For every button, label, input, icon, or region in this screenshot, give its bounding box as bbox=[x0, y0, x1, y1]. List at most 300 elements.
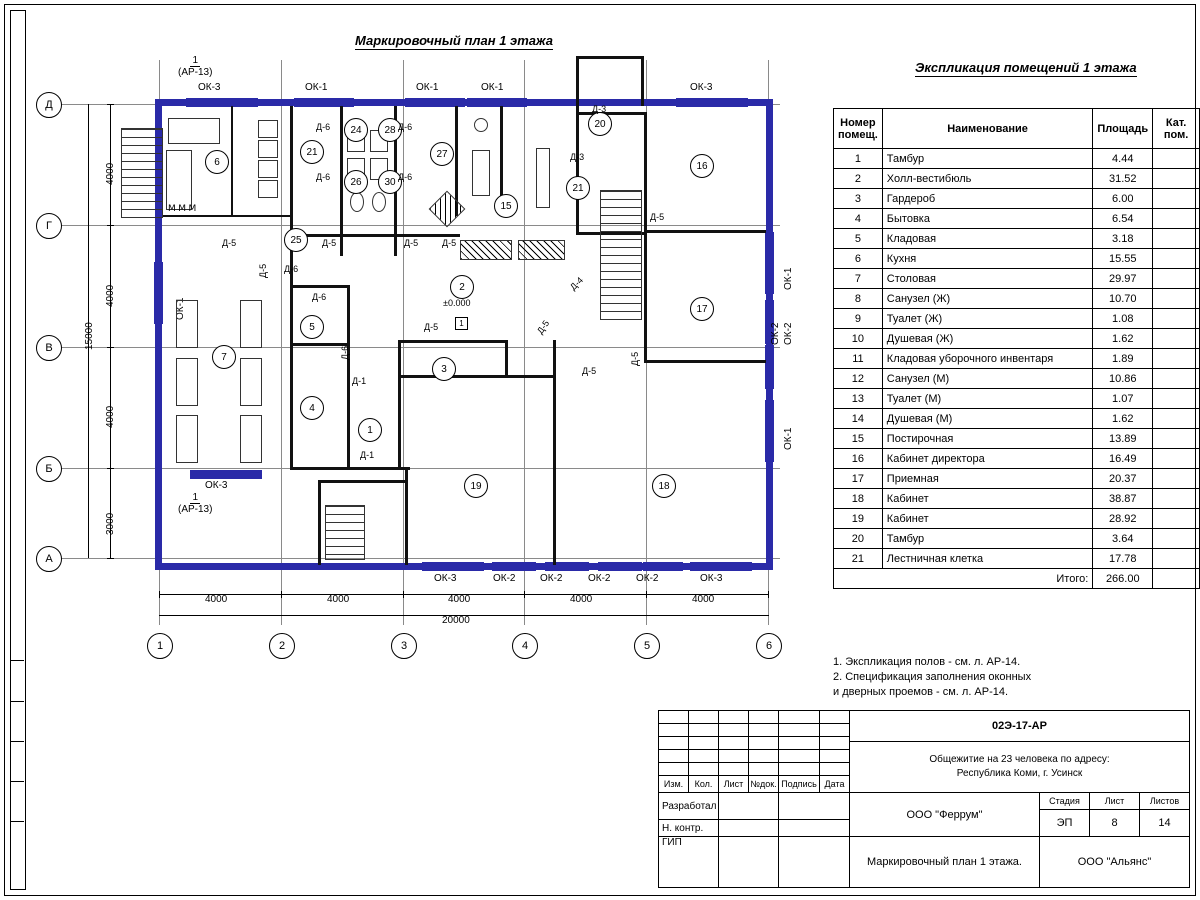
rev-grid-r4c4 bbox=[748, 749, 779, 763]
cell-number: 9 bbox=[834, 309, 883, 329]
cell-area: 17.78 bbox=[1093, 549, 1153, 569]
kitchen-appliance-1 bbox=[258, 120, 278, 138]
cell-number: 4 bbox=[834, 209, 883, 229]
interior-wall-19 bbox=[290, 285, 350, 288]
object-name bbox=[849, 741, 1190, 793]
cell-name: Постирочная bbox=[882, 429, 1092, 449]
cell-area: 15.55 bbox=[1093, 249, 1153, 269]
rev-grid-r5c1 bbox=[658, 762, 689, 776]
rev-grid-r5c3 bbox=[718, 762, 749, 776]
axis-bubble-a: А bbox=[36, 546, 62, 572]
cell-number: 11 bbox=[834, 349, 883, 369]
dining-table-6 bbox=[240, 415, 262, 463]
cell-name: Душевая (М) bbox=[882, 409, 1092, 429]
header-category: Кат. пом. bbox=[1153, 109, 1200, 149]
table-row bbox=[834, 269, 1200, 289]
room-marker-27: 25 bbox=[284, 228, 308, 252]
role-gip-date bbox=[778, 836, 850, 888]
cell-area: 3.64 bbox=[1093, 529, 1153, 549]
room-marker-18: 18 bbox=[652, 474, 676, 498]
dim-horizontal-4: 4000 bbox=[570, 594, 593, 605]
door-label-d6-5: Д-6 bbox=[284, 264, 299, 274]
table-row bbox=[834, 149, 1200, 169]
rev-grid-r1c3 bbox=[718, 710, 749, 724]
explication-table bbox=[833, 108, 1200, 589]
drawing-notes bbox=[833, 655, 1031, 700]
axis-line-b bbox=[60, 468, 780, 469]
window-label-ok3-top-right: ОК-3 bbox=[690, 82, 713, 93]
organization2-name: ООО "Альянс" bbox=[1039, 836, 1190, 888]
rev-grid-r3c2 bbox=[688, 736, 719, 750]
window-label-ok2-bottom-4: ОК-2 bbox=[636, 573, 659, 584]
cell-name: Гардероб bbox=[882, 189, 1092, 209]
door-label-d1-1: Д-1 bbox=[352, 376, 367, 386]
table-row bbox=[834, 309, 1200, 329]
dim-tick-h-5 bbox=[646, 591, 647, 598]
axis-line-4 bbox=[524, 60, 525, 625]
table-row bbox=[834, 249, 1200, 269]
interior-wall-2 bbox=[340, 106, 343, 236]
window-label-ok1-top-1: ОК-1 bbox=[305, 82, 328, 93]
kitchen-appliance-2 bbox=[258, 140, 278, 158]
axis-bubble-6: 6 bbox=[756, 633, 782, 659]
door-label-d3-2: Д-3 bbox=[570, 152, 585, 162]
interior-wall-18 bbox=[394, 236, 397, 256]
room-marker-16: 16 bbox=[690, 154, 714, 178]
cell-area: 38.87 bbox=[1093, 489, 1153, 509]
rev-grid-r5c6 bbox=[819, 762, 850, 776]
level-mark: ±0.000 bbox=[443, 298, 471, 308]
door-label-d6-3: Д-6 bbox=[398, 122, 413, 132]
axis-line-2 bbox=[281, 60, 282, 625]
cell-category bbox=[1153, 289, 1200, 309]
table-row bbox=[834, 289, 1200, 309]
cell-number: 16 bbox=[834, 449, 883, 469]
window-ok1-top-1 bbox=[294, 98, 354, 107]
rev-header-kol: Кол. bbox=[688, 775, 719, 793]
cell-area: 1.89 bbox=[1093, 349, 1153, 369]
dim-horizontal-1: 4000 bbox=[205, 594, 228, 605]
level-flag-symbol: 1 bbox=[455, 317, 468, 330]
rev-grid-r4c3 bbox=[718, 749, 749, 763]
role-developer-date bbox=[778, 792, 850, 820]
dining-table-4 bbox=[240, 358, 262, 406]
door-label-d5-1: Д-5 bbox=[222, 238, 237, 248]
door-label-d5-10: Д-5 bbox=[630, 351, 640, 366]
room-marker-17: 17 bbox=[690, 297, 714, 321]
sink-top bbox=[474, 118, 488, 132]
window-ok3-top-left bbox=[186, 98, 258, 107]
axis-bubble-2: 2 bbox=[269, 633, 295, 659]
cell-number: 12 bbox=[834, 369, 883, 389]
window-label-ok2-bottom-3: ОК-2 bbox=[588, 573, 611, 584]
cell-number: 10 bbox=[834, 329, 883, 349]
table-row bbox=[834, 429, 1200, 449]
interior-wall-31 bbox=[505, 375, 555, 378]
cell-category bbox=[1153, 249, 1200, 269]
table-header-row bbox=[834, 109, 1200, 149]
cell-category bbox=[1153, 389, 1200, 409]
window-label-ok1-left: ОК-1 bbox=[175, 297, 186, 320]
drawing-name: Маркировочный план 1 этажа. bbox=[849, 836, 1040, 888]
cell-category bbox=[1153, 369, 1200, 389]
axis-line-g bbox=[60, 225, 780, 226]
door-label-d4: Д-4 bbox=[568, 275, 586, 293]
axis-line-a bbox=[60, 558, 780, 559]
interior-wall-23 bbox=[290, 467, 410, 470]
room-marker-30: 30 bbox=[378, 170, 402, 194]
rev-grid-r1c5 bbox=[778, 710, 820, 724]
rev-grid-r3c6 bbox=[819, 736, 850, 750]
dim-horizontal-3: 4000 bbox=[448, 594, 471, 605]
dim-tick-h-6 bbox=[768, 591, 769, 598]
plan-title: Маркировочный план 1 этажа bbox=[355, 33, 553, 48]
stair-left bbox=[121, 128, 163, 218]
room-marker-28: 27 bbox=[430, 142, 454, 166]
project-code: 02Э-17-АР bbox=[849, 710, 1190, 742]
cell-name: Тамбур bbox=[882, 149, 1092, 169]
table-row bbox=[834, 549, 1200, 569]
room-marker-26: 26 bbox=[344, 170, 368, 194]
cell-area: 31.52 bbox=[1093, 169, 1153, 189]
dim-tick-h-2 bbox=[281, 591, 282, 598]
cell-name: Кабинет директора bbox=[882, 449, 1092, 469]
dim-tick-v-4 bbox=[107, 468, 114, 469]
cell-area: 1.07 bbox=[1093, 389, 1153, 409]
room-marker-4: 4 bbox=[300, 396, 324, 420]
rev-grid-r4c5 bbox=[778, 749, 820, 763]
dim-vertical-2: 4000 bbox=[105, 284, 116, 307]
cell-area: 20.37 bbox=[1093, 469, 1153, 489]
cell-number: 18 bbox=[834, 489, 883, 509]
interior-wall-35 bbox=[318, 480, 408, 483]
note-line-2: 2. Спецификация заполнения оконных bbox=[833, 671, 1032, 683]
cell-area: 13.89 bbox=[1093, 429, 1153, 449]
cell-name: Холл-вестибюль bbox=[882, 169, 1092, 189]
interior-wall-33 bbox=[231, 106, 233, 216]
table-row bbox=[834, 449, 1200, 469]
door-label-d5-7: Д-5 bbox=[424, 322, 439, 332]
section-mark-top: 1 (АР-13) bbox=[178, 55, 213, 78]
table-total-row bbox=[834, 569, 1200, 589]
window-ok2-right-2 bbox=[765, 345, 774, 389]
object-name-line1: Общежитие на 23 человека по адресу: bbox=[929, 754, 1110, 765]
dining-table-2 bbox=[240, 300, 262, 348]
table-row bbox=[834, 469, 1200, 489]
room-marker-5: 5 bbox=[300, 315, 324, 339]
cell-category bbox=[1153, 269, 1200, 289]
sheet-label: Лист bbox=[1089, 792, 1140, 810]
axis-bubble-b: Б bbox=[36, 456, 62, 482]
interior-wall-22 bbox=[290, 285, 293, 470]
window-ok2-bottom-2 bbox=[545, 562, 589, 571]
window-label-ok1-top-3: ОК-1 bbox=[481, 82, 504, 93]
table-row bbox=[834, 169, 1200, 189]
rev-grid-r2c1 bbox=[658, 723, 689, 737]
cell-name: Тамбур bbox=[882, 529, 1092, 549]
axis-bubble-d: Д bbox=[36, 92, 62, 118]
kitchen-appliance-3 bbox=[258, 160, 278, 178]
window-ok3-bottom-1 bbox=[422, 562, 484, 571]
cell-number: 8 bbox=[834, 289, 883, 309]
cell-category bbox=[1153, 429, 1200, 449]
cell-name: Столовая bbox=[882, 269, 1092, 289]
title-block bbox=[658, 710, 1190, 888]
stage-label: Стадия bbox=[1039, 792, 1090, 810]
room-marker-19: 19 bbox=[464, 474, 488, 498]
stair-right bbox=[600, 190, 642, 320]
door-label-d6-2: Д-6 bbox=[316, 172, 331, 182]
explication-title: Экспликация помещений 1 этажа bbox=[915, 60, 1137, 75]
stair-bottom bbox=[325, 505, 365, 560]
rev-header-izm: Изм. bbox=[658, 775, 689, 793]
cell-number: 1 bbox=[834, 149, 883, 169]
rev-header-data: Дата bbox=[819, 775, 850, 793]
toilet-2 bbox=[372, 192, 386, 212]
door-label-d6-6: Д-6 bbox=[312, 292, 327, 302]
stage-value: ЭП bbox=[1039, 809, 1090, 837]
interior-wall-26 bbox=[398, 340, 508, 343]
dining-table-3 bbox=[176, 358, 198, 406]
role-normcontrol: Н. контр. bbox=[658, 819, 719, 837]
cell-name: Кабинет bbox=[882, 489, 1092, 509]
section-mark-bottom: 1 (АР-13) bbox=[178, 492, 213, 515]
dim-tick-h-4 bbox=[524, 591, 525, 598]
cell-number: 13 bbox=[834, 389, 883, 409]
interior-wall-32 bbox=[162, 215, 290, 217]
interior-wall-15 bbox=[290, 234, 460, 237]
axis-bubble-4: 4 bbox=[512, 633, 538, 659]
cell-number: 7 bbox=[834, 269, 883, 289]
rev-grid-r2c5 bbox=[778, 723, 820, 737]
cell-number: 17 bbox=[834, 469, 883, 489]
rev-grid-r3c4 bbox=[748, 736, 779, 750]
object-name-line2: Республика Коми, г. Усинск bbox=[956, 768, 1083, 779]
cell-number: 5 bbox=[834, 229, 883, 249]
cell-name: Приемная bbox=[882, 469, 1092, 489]
toilet-1 bbox=[350, 192, 364, 212]
interior-wall-6 bbox=[576, 56, 579, 114]
room-marker-2: 2 bbox=[450, 275, 474, 299]
cell-category bbox=[1153, 349, 1200, 369]
total-area: 266.00 bbox=[1093, 569, 1153, 589]
door-label-d1-2: Д-1 bbox=[360, 450, 375, 460]
room-marker-21: 21 bbox=[566, 176, 590, 200]
cell-category bbox=[1153, 329, 1200, 349]
cell-category bbox=[1153, 149, 1200, 169]
cell-area: 1.62 bbox=[1093, 409, 1153, 429]
dim-tick-h-1 bbox=[159, 591, 160, 598]
cell-area: 28.92 bbox=[1093, 509, 1153, 529]
kitchen-unit bbox=[166, 150, 192, 210]
note-line-3: и дверных проемов - см. л. АР-14. bbox=[833, 686, 1009, 698]
window-ok3-bottom-2 bbox=[690, 562, 752, 571]
rev-grid-r4c6 bbox=[819, 749, 850, 763]
interior-wall-17 bbox=[340, 236, 343, 256]
rev-grid-r2c4 bbox=[748, 723, 779, 737]
table-row bbox=[834, 389, 1200, 409]
cell-name: Кабинет bbox=[882, 509, 1092, 529]
role-developer-sign bbox=[718, 792, 779, 820]
door-label-d5-4: Д-5 bbox=[442, 238, 457, 248]
interior-wall-27 bbox=[505, 340, 508, 375]
window-label-ok1-right-1: ОК-1 bbox=[783, 267, 794, 290]
cell-category bbox=[1153, 309, 1200, 329]
cell-category bbox=[1153, 529, 1200, 549]
axis-bubble-g: Г bbox=[36, 213, 62, 239]
cell-area: 1.08 bbox=[1093, 309, 1153, 329]
cell-name: Кухня bbox=[882, 249, 1092, 269]
table-row bbox=[834, 509, 1200, 529]
window-label-ok2-bottom-1: ОК-2 bbox=[493, 573, 516, 584]
window-label-ok3-bottom-left: ОК-3 bbox=[205, 480, 228, 491]
rev-grid-r5c5 bbox=[778, 762, 820, 776]
kitchen-appliance-4 bbox=[258, 180, 278, 198]
rev-grid-r3c3 bbox=[718, 736, 749, 750]
interior-wall-10 bbox=[576, 112, 579, 232]
cell-name: Бытовка bbox=[882, 209, 1092, 229]
window-label-ok3-top-left: ОК-3 bbox=[198, 82, 221, 93]
rev-grid-r4c1 bbox=[658, 749, 689, 763]
door-label-d5-2: Д-5 bbox=[322, 238, 337, 248]
radiator-symbol: Ⅿ Ⅿ Ⅿ bbox=[168, 203, 197, 213]
table-row bbox=[834, 189, 1200, 209]
cell-name: Туалет (Ж) bbox=[882, 309, 1092, 329]
role-gip: ГИП bbox=[658, 836, 719, 888]
room-marker-3: 3 bbox=[432, 357, 456, 381]
hatched-area-2 bbox=[518, 240, 565, 260]
table-row bbox=[834, 209, 1200, 229]
table-row bbox=[834, 529, 1200, 549]
window-label-ok2-right-1: ОК-2 bbox=[783, 322, 794, 345]
cell-name: Душевая (Ж) bbox=[882, 329, 1092, 349]
interior-wall-20 bbox=[347, 285, 350, 345]
interior-wall-9 bbox=[576, 112, 644, 115]
axis-line-v bbox=[60, 347, 780, 348]
cell-area: 4.44 bbox=[1093, 149, 1153, 169]
cell-category bbox=[1153, 409, 1200, 429]
door-label-d5-3: Д-5 bbox=[404, 238, 419, 248]
rev-grid-r3c5 bbox=[778, 736, 820, 750]
bathtub bbox=[472, 150, 490, 196]
dining-table-5 bbox=[176, 415, 198, 463]
cell-area: 10.86 bbox=[1093, 369, 1153, 389]
interior-wall-12 bbox=[644, 230, 766, 233]
header-name: Наименование bbox=[882, 109, 1092, 149]
interior-wall-36 bbox=[405, 470, 408, 565]
rev-grid-r2c6 bbox=[819, 723, 850, 737]
cell-category bbox=[1153, 449, 1200, 469]
dim-tick-v-1 bbox=[107, 104, 114, 105]
dim-vertical-4: 3000 bbox=[105, 512, 116, 535]
cell-name: Кладовая уборочного инвентаря bbox=[882, 349, 1092, 369]
cell-category bbox=[1153, 209, 1200, 229]
dim-tick-v-5 bbox=[107, 558, 114, 559]
total-category bbox=[1153, 569, 1200, 589]
axis-bubble-3: 3 bbox=[391, 633, 417, 659]
door-label-d5-8: Д-5 bbox=[535, 318, 552, 336]
note-line-1: 1. Экспликация полов - см. л. АР-14. bbox=[833, 656, 1021, 668]
door-label-d5-6: Д-5 bbox=[650, 212, 665, 222]
window-ok1-right-1 bbox=[765, 232, 774, 294]
dim-horizontal-2: 4000 bbox=[327, 594, 350, 605]
cell-number: 15 bbox=[834, 429, 883, 449]
table-row bbox=[834, 489, 1200, 509]
room-marker-20: 20 bbox=[588, 112, 612, 136]
organization-name: ООО "Феррум" bbox=[849, 792, 1040, 837]
role-normcontrol-sign bbox=[718, 819, 779, 837]
room-marker-1: 1 bbox=[358, 418, 382, 442]
cell-category bbox=[1153, 189, 1200, 209]
dim-horizontal-total: 20000 bbox=[442, 615, 470, 626]
rev-grid-r1c1 bbox=[658, 710, 689, 724]
cell-name: Санузел (Ж) bbox=[882, 289, 1092, 309]
cell-number: 3 bbox=[834, 189, 883, 209]
header-area: Площадь bbox=[1093, 109, 1153, 149]
cell-area: 3.18 bbox=[1093, 229, 1153, 249]
dim-vertical-3: 4000 bbox=[105, 405, 116, 428]
sheets-label: Листов bbox=[1139, 792, 1190, 810]
room-marker-15: 15 bbox=[494, 194, 518, 218]
dim-vertical-1: 4000 bbox=[105, 162, 116, 185]
kitchen-counter bbox=[168, 118, 220, 144]
cell-category bbox=[1153, 229, 1200, 249]
cell-name: Туалет (М) bbox=[882, 389, 1092, 409]
window-label-ok1-top-2: ОК-1 bbox=[416, 82, 439, 93]
total-label: Итого: bbox=[834, 569, 1093, 589]
interior-wall-24 bbox=[347, 343, 350, 470]
rev-header-podpis: Подпись bbox=[778, 775, 820, 793]
cell-area: 16.49 bbox=[1093, 449, 1153, 469]
header-number: Номер помещ. bbox=[834, 109, 883, 149]
door-label-d5-5: Д-5 bbox=[258, 263, 268, 278]
axis-bubble-5: 5 bbox=[634, 633, 660, 659]
room-marker-25: 24 bbox=[344, 118, 368, 142]
axis-bubble-v: В bbox=[36, 335, 62, 361]
window-ok1-left bbox=[154, 262, 163, 324]
interior-wall-1 bbox=[290, 106, 293, 236]
dim-tick-h-3 bbox=[403, 591, 404, 598]
cell-name: Кладовая bbox=[882, 229, 1092, 249]
rev-grid-r4c2 bbox=[688, 749, 719, 763]
hatched-area-3 bbox=[429, 191, 466, 228]
window-ok1-top-3 bbox=[467, 98, 527, 107]
sheet-value: 8 bbox=[1089, 809, 1140, 837]
cell-category bbox=[1153, 489, 1200, 509]
window-ok1-right-2 bbox=[765, 400, 774, 462]
door-label-d6-4: Д-6 bbox=[398, 172, 413, 182]
interior-wall-8 bbox=[641, 56, 644, 106]
window-label-ok2-bottom-2: ОК-2 bbox=[540, 573, 563, 584]
dim-vertical-total: 15000 bbox=[84, 322, 95, 350]
cell-category bbox=[1153, 169, 1200, 189]
room-marker-24: 21 bbox=[300, 140, 324, 164]
cell-area: 6.00 bbox=[1093, 189, 1153, 209]
window-label-ok1-right-2: ОК-1 bbox=[783, 427, 794, 450]
cell-category bbox=[1153, 469, 1200, 489]
dining-table-1 bbox=[175, 297, 198, 348]
window-ok2-bottom-4 bbox=[643, 562, 683, 571]
hatched-area-1 bbox=[460, 240, 512, 260]
rev-grid-r5c4 bbox=[748, 762, 779, 776]
rev-grid-r1c2 bbox=[688, 710, 719, 724]
door-label-d3-1: Д-3 bbox=[592, 104, 607, 114]
cell-category bbox=[1153, 509, 1200, 529]
cell-number: 19 bbox=[834, 509, 883, 529]
wardrobe-unit bbox=[536, 148, 550, 208]
room-marker-6: 6 bbox=[205, 150, 229, 174]
dim-horizontal-5: 4000 bbox=[692, 594, 715, 605]
